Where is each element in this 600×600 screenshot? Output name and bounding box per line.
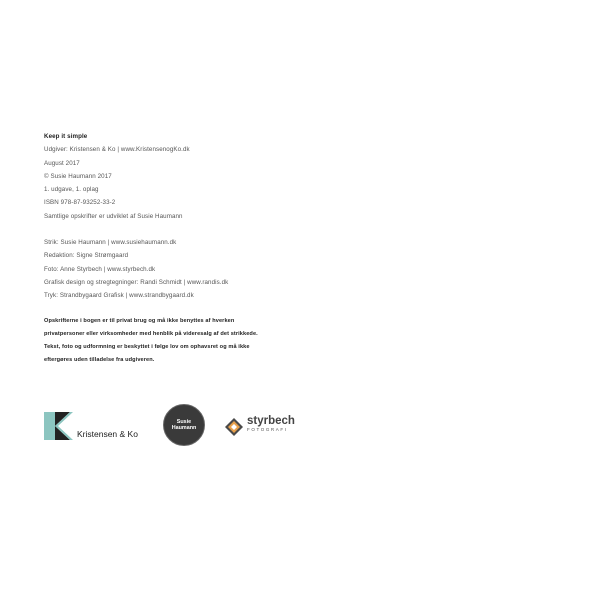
isbn-line: ISBN 978-87-93252-33-2 xyxy=(44,199,116,207)
susie-haumann-logo xyxy=(163,404,205,446)
styrbech-name: styrbech xyxy=(247,415,295,427)
styrbech-sub: FOTOGRAFI xyxy=(247,427,288,432)
editing-line: Redaktion: Signe Strømgaard xyxy=(44,252,129,260)
book-title: Keep it simple xyxy=(44,133,88,140)
patterns-line: Samtlige opskrifter er udviklet af Susie Haumann xyxy=(44,212,183,220)
spacer xyxy=(44,223,304,236)
notice-line: Tekst, foto og udformning er beskyttet i følge lov om ophavsret og må ikke xyxy=(44,344,250,351)
edition-line: 1. udgave, 1. oplag xyxy=(44,186,99,194)
logo-row xyxy=(44,404,314,446)
notice-line: privatpersoner eller virksomheder med henblik på videresalg af det strikkede. xyxy=(44,330,258,337)
design-line: Grafisk design og stregtegninger: Randi Schmidt | www.randis.dk xyxy=(44,278,229,286)
copyright-notice xyxy=(44,315,304,368)
photo-line: Foto: Anne Styrbech | www.styrbech.dk xyxy=(44,265,156,273)
copyright-line: © Susie Haumann 2017 xyxy=(44,172,112,180)
styrbech-logo-text xyxy=(247,416,295,433)
styrbech-mark-icon xyxy=(225,418,243,436)
notice-line: Opskrifterne i bogen er til privat brug og må ikke benyttes af hverken xyxy=(44,317,235,324)
susie-logo-line2: Haumann xyxy=(171,425,197,431)
colophon xyxy=(44,130,304,368)
susie-logo-line1: Susie xyxy=(176,419,192,425)
notice-line: eftergøres uden tilladelse fra udgiveren. xyxy=(44,357,155,364)
date-line: August 2017 xyxy=(44,159,80,167)
kristensen-k-logo-icon xyxy=(44,412,74,440)
kristensen-logo-text: Kristensen & Ko xyxy=(77,429,138,439)
knit-line: Strik: Susie Haumann | www.susiehaumann.dk xyxy=(44,239,177,247)
print-line: Tryk: Strandbygaard Grafisk | www.strandbygaard.dk xyxy=(44,292,194,300)
publisher-line: Udgiver: Kristensen & Ko | www.KristensenogKo.dk xyxy=(44,146,190,154)
